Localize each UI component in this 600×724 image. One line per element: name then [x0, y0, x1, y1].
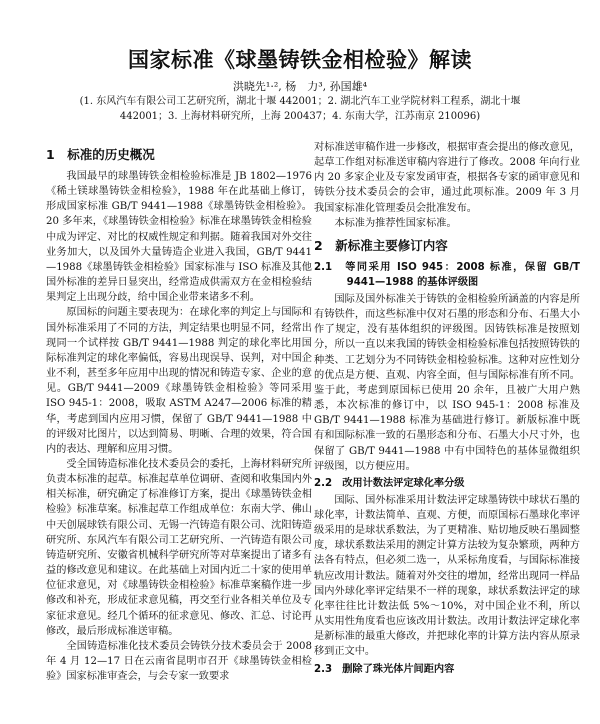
paragraph: 本标准为推荐性国家标准。	[334, 217, 457, 229]
section-2-heading: 2 新标准主要修订内容	[314, 237, 448, 253]
paragraph: 受全国铸造标准化技术委员会的委托，上海材料研究所负责本标准的起草。标准起草单位调研、查阅和收集国内外相关标准，研究确定了标准修订方案，提出《球墨铸铁金相检验》标准草案。标准起草工作组成单位：东南大学、佛山中天创展球铁有限公司、无锡一汽铸造有限公司、沈阳铸造研究所、东风汽车有限公司工艺研究所、一汽铸造有限公司铸造研究所、安徽省机械科学研究所等对草案提出了诸多有益的修改意见和建议。在此基础上对国内近二十家的使用单位征求意见，对《球墨铸铁金相检验》标准草案稿作进一步修改和补充，形成征求意见稿，再交至行业各相关单位及专家征求意见。经几个循环的征求意见、修改、汇总、讨论再修改，最后形成标准送审稿。	[46, 458, 312, 637]
page-title: 国家标准《球墨铸铁金相检验》解读	[128, 48, 472, 72]
paragraph: 国际、国外标准采用计数法评定球墨铸铁中球状石墨的球化率，计数法简单、直观、方便，而原国标石墨球化率评级采用的是球状系数法，为了更精准、贴切地反映石墨圆整度，球状系数法采用的测定计算方法较为复杂繁琐，两种方法各有特点，但必须二选一，从采标角度看，与国际标准接轨应改用计数法。随着对外交往的增加，经常出现同一样品国内外球化率评定结果不一样的现象，球状系数法评定的球化率往往比计数法低 5%～10%，对中国企业不利，所以从实用性角度看也应该改用计数法。改用计数法评定球化率是新标准的最重大修改，并把球化率的计算方法内容从原录移到正文中。	[314, 494, 580, 658]
section-1-heading: 1 标准的历史概况	[46, 147, 155, 162]
affiliations: (1. 东风汽车有限公司工艺研究所，湖北十堰 442001；2. 湖北汽车工业学院材料工程系，湖北十堰 442001；3. 上海材料研究所，上海 200437；4. 东南大学，江苏南京 210096)	[79, 96, 521, 122]
paragraph: 国际及国外标准关于铸铁的金相检验所涵盖的内容是所有铸铁件，而这些标准中仅对石墨的形态和分布、石墨大小作了规定，没有基体组织的评级图。因铸铁标准是按照划分，所以一直以来我国的铸铁金相检验标准包括按照铸铁的种类、工艺划分为不同铸铁金相检验标准。这种对应性划分的优点是方便、直观、内容全面，但与国际标准有所不同。鉴于此，考虑到原国标已使用 20 余年，且被广大用户熟悉，本次标准的修订中，以 ISO 945-1：2008 标准及 GB/T 9441—1988 标准为基础进行修订。新版标准中既有和国际标准一致的石墨形态和分布、石墨大小尺寸外，也保留了 GB/T 9441—1988 中有中国特色的基体显微组织评级图，以方便应用。	[314, 293, 580, 472]
subsection-2-3-heading: 2.3 删除了珠光体片间距内容	[314, 663, 455, 675]
author-list: 洪晓先¹·², 杨 力³, 孙国雄⁴	[232, 80, 368, 93]
left-column	[46, 140, 312, 684]
right-column	[314, 140, 580, 679]
subsection-2-1-heading: 2.1 等同采用 ISO 945：2008 标准，保留 GB/T 9441—1988 的基体评级图	[314, 261, 580, 288]
paragraph: 原国标的问题主要表现为：在球化率的判定上与国际和国外标准采用了不同的方法，判定结果也明显不同，经常出现同一个试样按 GB/T 9441—1988 判定的球化率比用国际标准判定的球化率偏低，容易出现误导、误判，对中国企业不利，甚至多年应用中出现的情况和铸造专家、企业的意见。GB/T 9441—2009《球墨铸铁金相检验》等同采用 ISO 945-1：2008，吸取 ASTM A247—2006 标准的精华，考虑到国内应用习惯，保留了 GB/T 9441—1988 中的评级对比图片，以达到简易、明晰、合理的效果，符合国内的表达、理解和应用习惯。	[46, 307, 312, 455]
subsection-2-2-heading: 2.2 改用计数法评定球化率分级	[314, 477, 465, 489]
paragraph: 对标准送审稿作进一步修改，根据审查会提出的修改意见，起草工作组对标准送审稿内容进行了修改。2008 年向行业内 20 多家企业及专家发函审查，根据各专家的函审意见和铸铁分技术委员会的会审，通过此项标准。2009 年 3 月我国家标准化管理委员会批准发布。	[314, 142, 580, 214]
paragraph: 全国铸造标准化技术委员会铸铁分技术委员会于 2008 年 4 月 12—17 日在云南省昆明市召开《球墨铸铁金相检验》国家标准审查会，与会专家一致要求	[46, 640, 312, 683]
paragraph: 我国最早的球墨铸铁金相检验标准是 JB 1802—1976《稀土镁球墨铸铁金相检验》，1988 年在此基础上修订，形成国家标准 GB/T 9441—1988《球墨铸铁金相检验》。20 多年来，《球墨铸铁金相检验》标准在球墨铸铁金相检验中成为评定、对比的权威性规定和判据。随着我国对外交往业务加大，以及国外大量铸造企业进入我国，GB/T 9441—1988《球墨铸铁金相检验》国家标准与 ISO 标准及其他国外标准的差异日显突出，经常造成供需双方在金相检验结果判定上出现分歧，给中国企业带来诸多不利。	[46, 171, 312, 304]
